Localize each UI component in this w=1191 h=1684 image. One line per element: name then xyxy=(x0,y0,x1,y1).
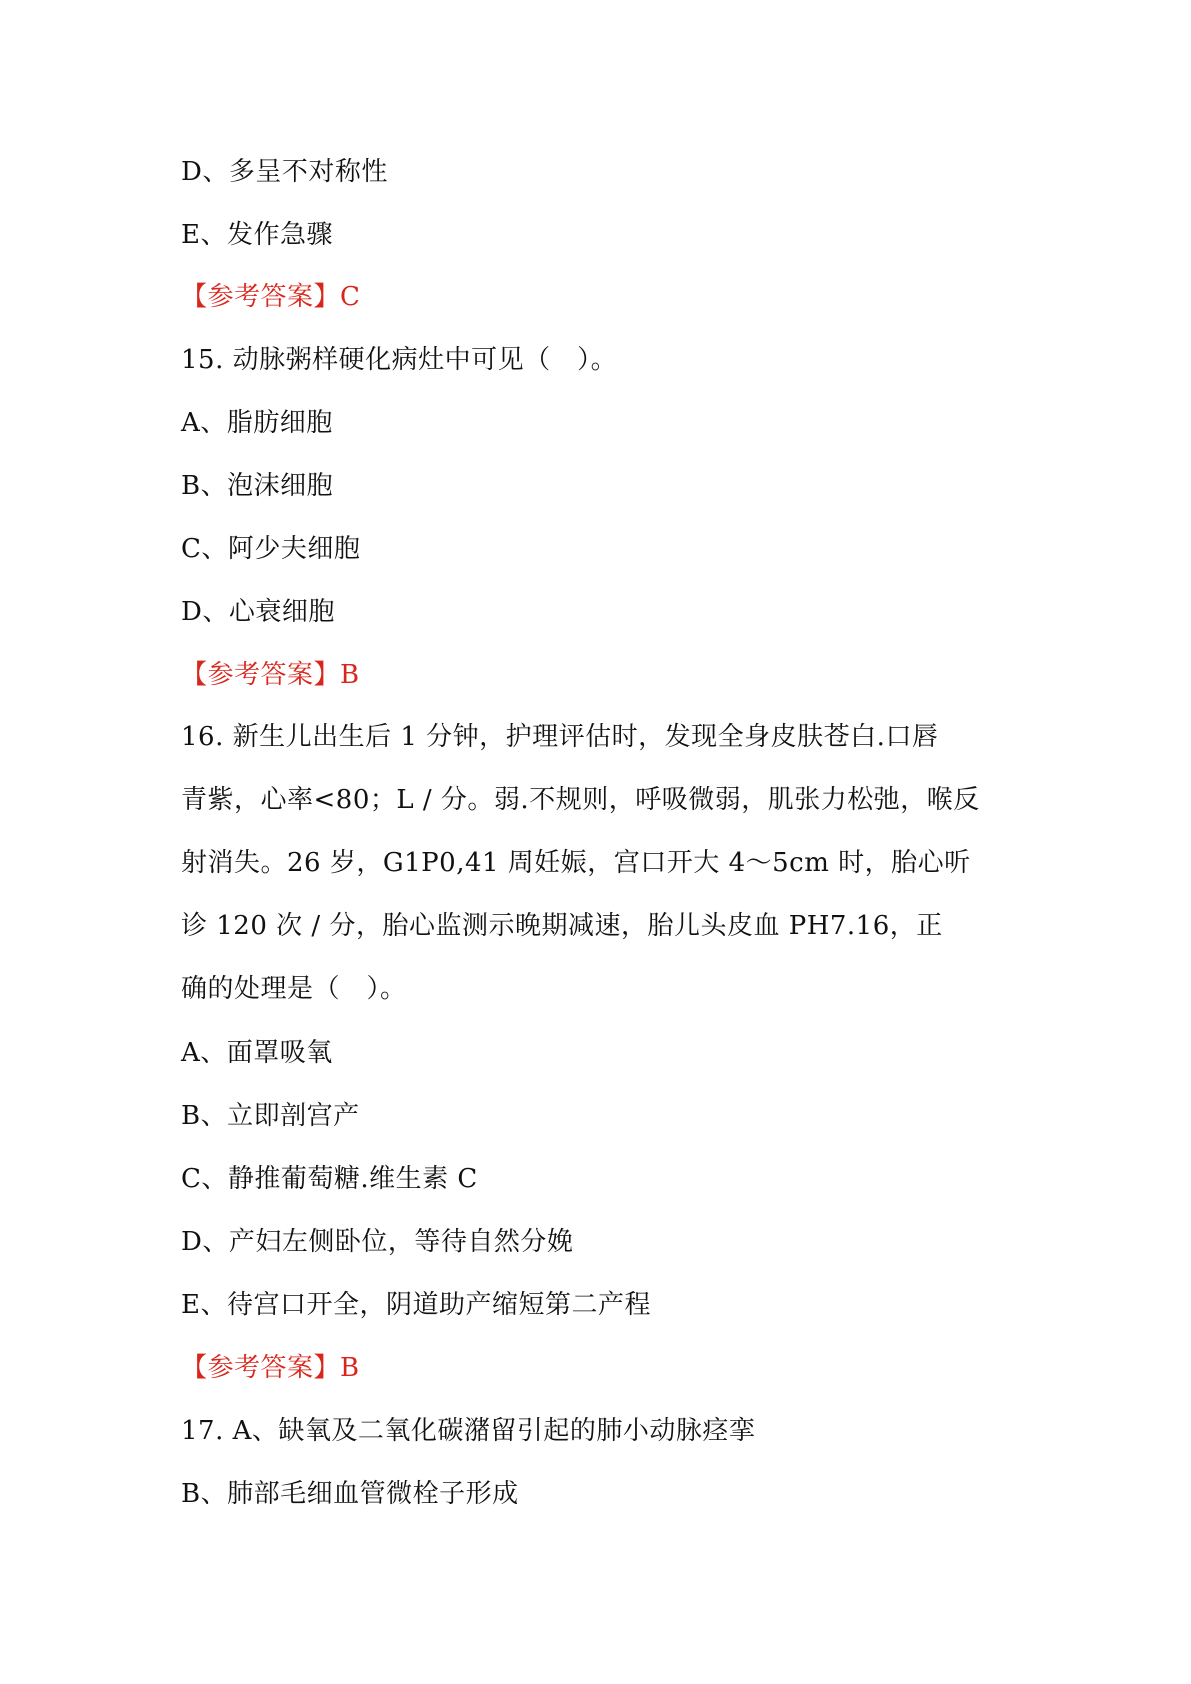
q16-stem-line: 射消失。26 岁，G1P0,41 周妊娠，宫口开大 4～5cm 时，胎心听 xyxy=(181,848,971,878)
q15-answer: 【参考答案】B xyxy=(181,660,360,690)
q16-stem-line: 青紫，心率<80；L / 分。弱.不规则，呼吸微弱，肌张力松弛，喉反 xyxy=(181,785,980,815)
q14-answer: 【参考答案】C xyxy=(181,282,361,312)
q16-option-c: C、静推葡萄糖.维生素 C xyxy=(181,1164,478,1194)
q16-option-e: E、待宫口开全，阴道助产缩短第二产程 xyxy=(181,1290,651,1320)
q15-stem: 15. 动脉粥样硬化病灶中可见（ ）。 xyxy=(181,345,618,375)
q17-stem: 17. A、缺氧及二氧化碳潴留引起的肺小动脉痉挛 xyxy=(181,1416,756,1446)
q15-option-a: A、脂肪细胞 xyxy=(181,408,333,438)
q16-stem-line: 诊 120 次 / 分，胎心监测示晚期减速，胎儿头皮血 PH7.16，正 xyxy=(181,911,943,941)
q14-option-d: D、多呈不对称性 xyxy=(181,157,388,187)
q15-option-c: C、阿少夫细胞 xyxy=(181,534,361,564)
q16-option-a: A、面罩吸氧 xyxy=(181,1038,333,1068)
q16-stem-line: 确的处理是（ ）。 xyxy=(181,974,407,1004)
q15-option-b: B、泡沫细胞 xyxy=(181,471,334,501)
q14-option-e: E、发作急骤 xyxy=(181,220,333,250)
q15-option-d: D、心衰细胞 xyxy=(181,597,335,627)
q16-option-d: D、产妇左侧卧位，等待自然分娩 xyxy=(181,1227,574,1257)
q16-stem-line: 16. 新生儿出生后 1 分钟，护理评估时，发现全身皮肤苍白.口唇 xyxy=(181,722,939,752)
q16-answer: 【参考答案】B xyxy=(181,1353,360,1383)
q17-option-b: B、肺部毛细血管微栓子形成 xyxy=(181,1479,519,1509)
q16-option-b: B、立即剖宫产 xyxy=(181,1101,360,1131)
q16-stem xyxy=(181,706,1015,1021)
